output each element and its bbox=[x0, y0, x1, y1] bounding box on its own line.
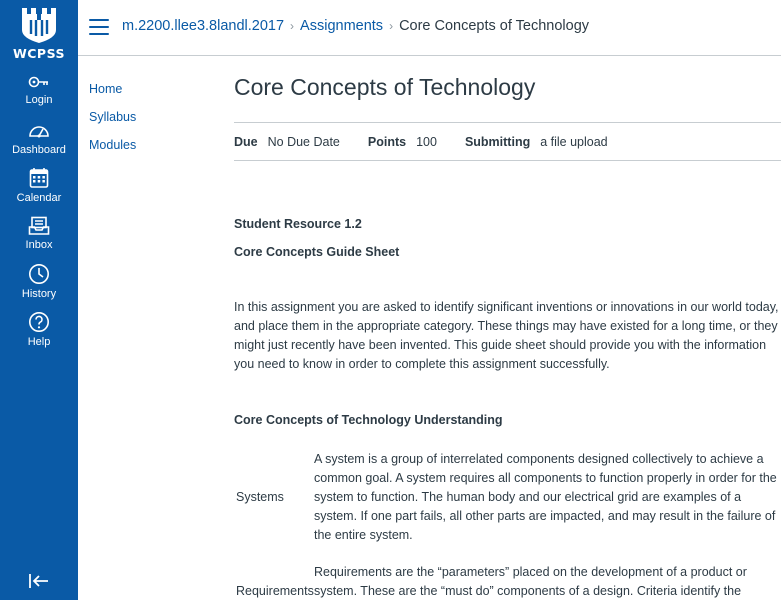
course-nav-modules[interactable]: Modules bbox=[89, 138, 137, 152]
nav-history[interactable] bbox=[0, 263, 78, 300]
concept-definition: Requirements are the “parameters” placed on the development of a product or system. These are the “must do” components of a design. Criteria identify the bbox=[314, 565, 747, 598]
table-row bbox=[234, 450, 781, 545]
concept-name: Systems bbox=[236, 490, 284, 504]
nav-dashboard-label: Dashboard bbox=[12, 144, 66, 156]
nav-calendar[interactable] bbox=[0, 167, 78, 204]
nav-dashboard[interactable] bbox=[0, 121, 78, 156]
page-header bbox=[78, 0, 781, 56]
castle-logo-icon bbox=[19, 6, 59, 44]
page-title: Core Concepts of Technology bbox=[234, 74, 536, 100]
nav-calendar-label: Calendar bbox=[16, 192, 62, 204]
logo-text: WCPSS bbox=[12, 46, 66, 61]
points-label: Points bbox=[367, 134, 407, 149]
dashboard-icon bbox=[28, 121, 50, 141]
clock-icon bbox=[28, 263, 50, 285]
breadcrumb-current: Core Concepts of Technology bbox=[399, 18, 590, 34]
hamburger-icon-line bbox=[89, 33, 109, 35]
collapse-nav-button[interactable] bbox=[27, 570, 51, 592]
due-value: No Due Date bbox=[267, 134, 340, 149]
breadcrumb-assignments-link[interactable]: Assignments bbox=[300, 18, 384, 34]
table-row bbox=[234, 563, 781, 600]
intro-paragraph: In this assignment you are asked to identify significant inventions or innovations in our world today, and place them in the appropriate category. These things may have existed for a long time, or they might just recently have been invented. This guide sheet should provide you with the information you need to know in order to complete this assignment successfully. bbox=[234, 300, 779, 371]
points-value: 100 bbox=[416, 134, 437, 149]
nav-login[interactable] bbox=[0, 73, 78, 106]
concept-name: Requirements bbox=[236, 584, 314, 598]
nav-help[interactable] bbox=[0, 311, 78, 348]
assignment-details bbox=[234, 122, 781, 161]
chevron-right-icon: › bbox=[290, 19, 295, 33]
course-nav-home[interactable]: Home bbox=[89, 82, 123, 96]
chevron-right-icon: › bbox=[389, 19, 394, 33]
wcpss-logo[interactable] bbox=[0, 6, 78, 61]
nav-login-label: Login bbox=[25, 94, 53, 106]
course-nav-syllabus[interactable]: Syllabus bbox=[89, 110, 137, 124]
key-icon bbox=[28, 73, 50, 91]
hamburger-icon-line bbox=[89, 26, 109, 28]
guide-heading: Core Concepts Guide Sheet bbox=[234, 245, 400, 259]
calendar-icon bbox=[29, 167, 49, 189]
concept-definition: A system is a group of interrelated components designed collectively to achieve a common goal. A system requires all components to function properly in order for the system to function. The human body and our electrical grid are examples of a system. If one part fails, all other parts are impacted, and may result in the failure of the entire system. bbox=[314, 452, 777, 542]
collapse-arrow-icon bbox=[27, 570, 51, 592]
breadcrumb bbox=[122, 18, 589, 34]
hamburger-icon bbox=[89, 19, 109, 21]
nav-help-label: Help bbox=[27, 336, 51, 348]
nav-inbox[interactable] bbox=[0, 216, 78, 251]
concepts-table bbox=[234, 450, 781, 600]
resource-heading: Student Resource 1.2 bbox=[234, 217, 362, 231]
course-menu-toggle-button[interactable] bbox=[89, 19, 109, 35]
help-icon bbox=[28, 311, 50, 333]
nav-history-label: History bbox=[21, 288, 57, 300]
breadcrumb-course-link[interactable]: m.2200.llee3.8landl.2017 bbox=[122, 18, 285, 34]
inbox-icon bbox=[28, 216, 50, 236]
submitting-value: a file upload bbox=[540, 134, 608, 149]
nav-inbox-label: Inbox bbox=[25, 239, 53, 251]
assignment-content bbox=[234, 74, 781, 598]
due-label: Due bbox=[234, 134, 258, 149]
concepts-heading: Core Concepts of Technology Understanding bbox=[234, 413, 503, 427]
submitting-label: Submitting bbox=[464, 134, 531, 149]
course-nav bbox=[89, 80, 136, 164]
global-nav bbox=[0, 0, 78, 600]
